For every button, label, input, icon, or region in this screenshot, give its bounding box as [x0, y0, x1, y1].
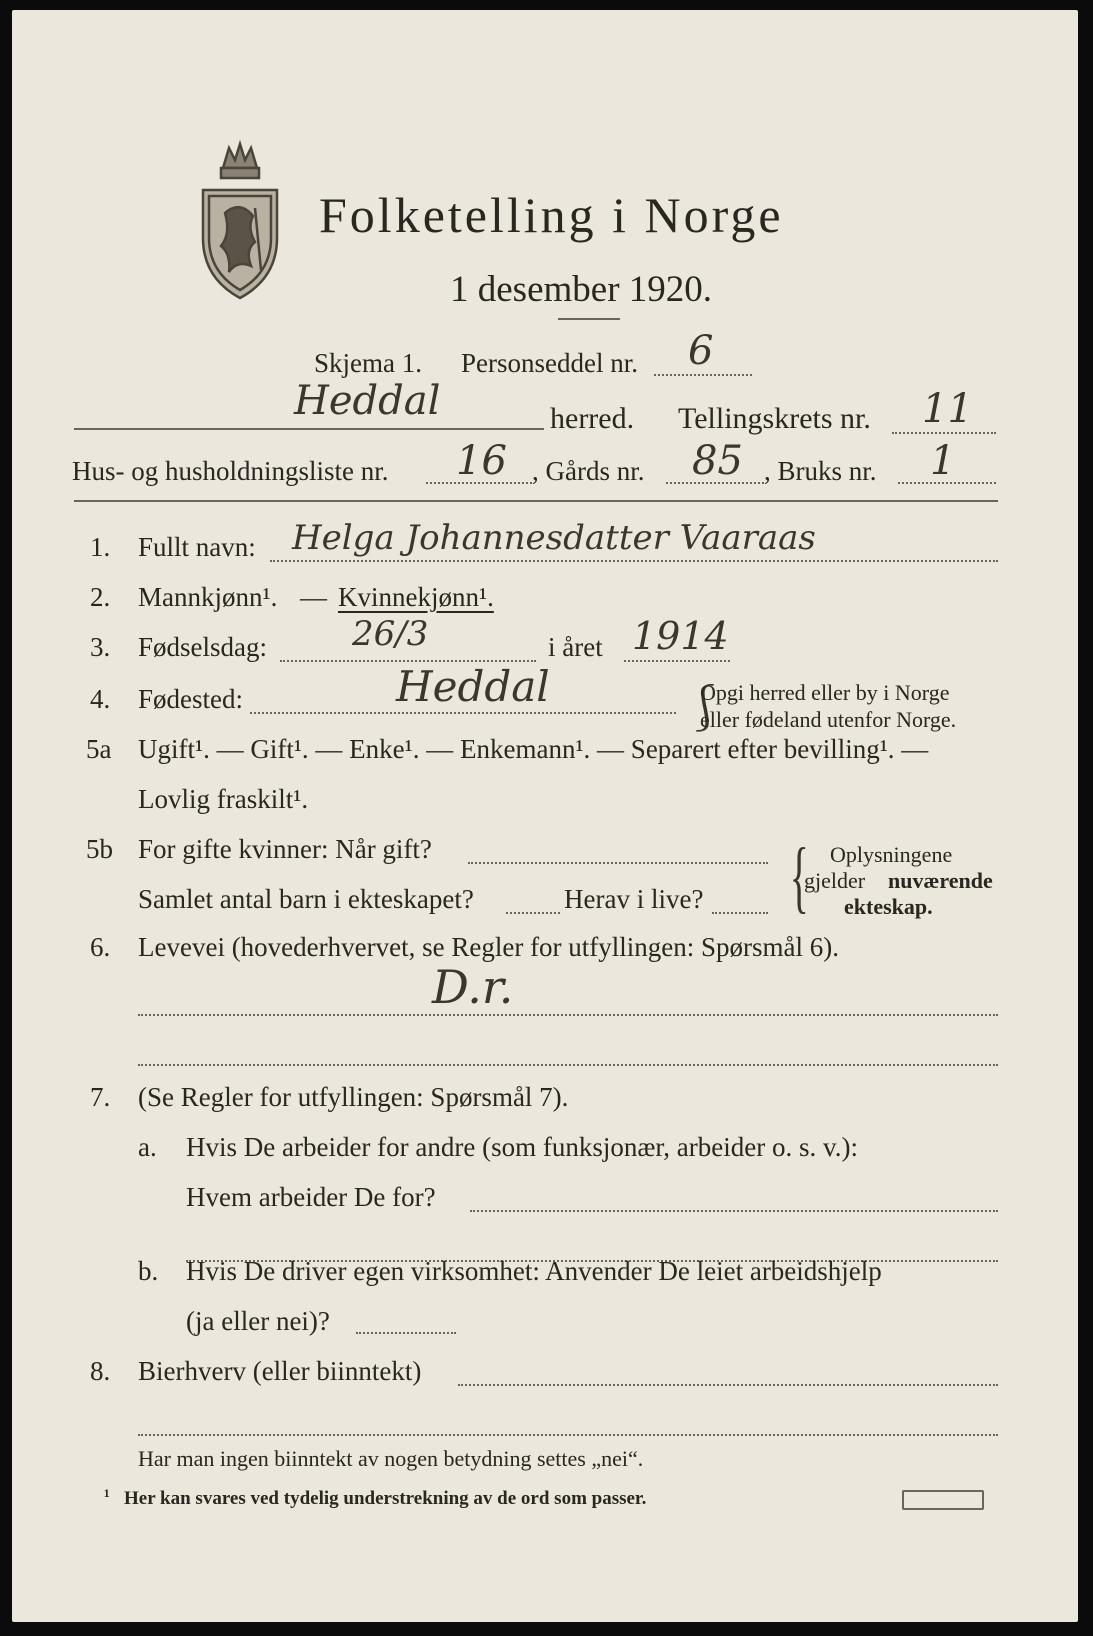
- birthplace-note-brace: ⎰: [682, 683, 728, 734]
- marriage-note-brace: {: [789, 833, 809, 921]
- coat-of-arms-icon: [195, 138, 285, 303]
- printer-stamp: [902, 1490, 984, 1510]
- occupation-field-line2[interactable]: [138, 1064, 998, 1066]
- herred-field[interactable]: [74, 428, 544, 430]
- q7-number: 7.: [90, 1082, 111, 1112]
- marriage-note-line2a: gjelder: [804, 868, 866, 893]
- q7b-letter: b.: [138, 1256, 159, 1286]
- side-income-field-line2[interactable]: [138, 1434, 998, 1436]
- q4-label: Fødested:: [138, 684, 243, 714]
- q7a-line2: Hvem arbeider De for?: [186, 1182, 436, 1212]
- birth-year-field[interactable]: [624, 660, 730, 662]
- q6-number: 6.: [90, 932, 111, 962]
- bruks-label: , Bruks nr.: [764, 456, 877, 486]
- year-label: i året: [548, 632, 603, 662]
- q6-label: Levevei (hovederhvervet, se Regler for utfyllingen: Spørsmål 6).: [138, 932, 840, 962]
- tellingskrets-field[interactable]: [892, 432, 996, 434]
- gender-male-option[interactable]: Mannkjønn¹.: [138, 582, 278, 612]
- gender-female-option[interactable]: Kvinnekjønn¹.: [338, 582, 494, 612]
- schema-label: Skjema 1.: [314, 348, 422, 378]
- hus-label: Hus- og husholdningsliste nr.: [72, 456, 389, 486]
- herred-value: Heddal: [294, 378, 441, 424]
- bruks-value: 1: [930, 438, 956, 484]
- employer-field-line1[interactable]: [470, 1210, 998, 1212]
- birth-year-value: 1914: [632, 614, 729, 658]
- title-divider: [558, 318, 620, 320]
- q2-number: 2.: [90, 582, 111, 612]
- occupation-field-line1[interactable]: [138, 1014, 998, 1016]
- marriage-note-line3: ekteskap.: [844, 894, 933, 919]
- q8-label: Bierhverv (eller biinntekt): [138, 1356, 422, 1386]
- q8-number: 8.: [90, 1356, 111, 1386]
- q7b-line2: (ja eller nei)?: [186, 1306, 330, 1336]
- q4-number: 4.: [90, 684, 111, 714]
- gender-dash: —: [300, 582, 327, 612]
- personseddel-label: Personseddel nr.: [461, 348, 638, 378]
- tellingskrets-value: 11: [922, 386, 973, 432]
- census-date: 1 desember 1920.: [450, 269, 713, 310]
- herred-label: herred.: [550, 402, 635, 435]
- form-title: Folketelling i Norge: [319, 187, 784, 243]
- footnote-text: Her kan svares ved tydelig understrekning av de ord som passer.: [124, 1488, 647, 1509]
- q5a-number: 5a: [86, 734, 112, 764]
- census-form-page: [12, 10, 1078, 1622]
- tellingskrets-label: Tellingskrets nr.: [678, 402, 871, 435]
- q7a-letter: a.: [138, 1132, 157, 1162]
- marriage-note-line2b: nuværende: [888, 868, 993, 893]
- hired-help-field[interactable]: [356, 1332, 456, 1334]
- occupation-value: D.r.: [432, 960, 514, 1014]
- q5b-number: 5b: [86, 834, 113, 864]
- q7b-line1: Hvis De driver egen virksomhet: Anvender De leiet arbeidshjelp: [186, 1256, 882, 1286]
- marital-status-options[interactable]: Ugift¹. — Gift¹. — Enke¹. — Enkemann¹. — Separert efter bevilling¹. —: [138, 734, 929, 764]
- married-when-label: For gifte kvinner: Når gift?: [138, 834, 432, 864]
- q3-number: 3.: [90, 632, 111, 662]
- full-name-value: Helga Johannesdatter Vaaraas: [292, 518, 816, 558]
- header-bottom-rule: [74, 500, 998, 502]
- birthplace-value: Heddal: [396, 662, 550, 711]
- gards-value: 85: [692, 438, 743, 484]
- q1-number: 1.: [90, 532, 111, 562]
- marriage-note-line1: Oplysningene: [830, 842, 953, 867]
- children-alive-label: Herav i live?: [564, 884, 704, 914]
- gards-label: , Gårds nr.: [532, 456, 645, 486]
- hus-value: 16: [456, 438, 507, 484]
- personseddel-value: 6: [688, 328, 714, 374]
- birthplace-note-line2: eller fødeland utenfor Norge.: [700, 707, 957, 732]
- birthday-value: 26/3: [352, 614, 429, 654]
- side-income-note: Har man ingen biinntekt av nogen betydning settes „nei“.: [138, 1446, 644, 1471]
- side-income-field-line1[interactable]: [458, 1384, 998, 1386]
- q7a-line1: Hvis De arbeider for andre (som funksjonær, arbeider o. s. v.):: [186, 1132, 858, 1162]
- birthplace-note-line1: Opgi herred eller by i Norge: [700, 680, 950, 705]
- full-name-field[interactable]: [270, 560, 998, 562]
- q3-label: Fødselsdag:: [138, 632, 268, 662]
- marital-status-divorced[interactable]: Lovlig fraskilt¹.: [138, 784, 309, 814]
- children-total-label: Samlet antal barn i ekteskapet?: [138, 884, 474, 914]
- married-when-field[interactable]: [468, 862, 768, 864]
- personseddel-field[interactable]: [654, 374, 752, 376]
- footnote-mark: ¹: [104, 1486, 110, 1507]
- q7-label: (Se Regler for utfyllingen: Spørsmål 7).: [138, 1082, 569, 1112]
- q1-label: Fullt navn:: [138, 532, 256, 562]
- children-alive-field[interactable]: [712, 912, 768, 914]
- children-total-field[interactable]: [506, 912, 560, 914]
- birthplace-field[interactable]: [250, 712, 676, 714]
